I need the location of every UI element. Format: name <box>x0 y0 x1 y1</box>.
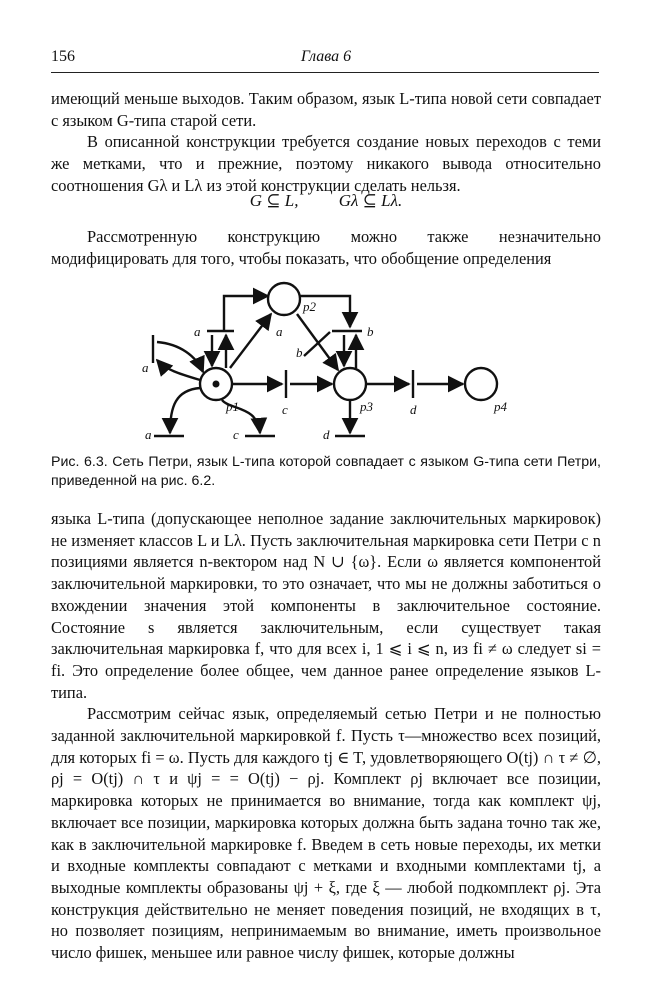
label-p2: p2 <box>303 299 316 314</box>
chapter-title: Глава 6 <box>300 48 352 65</box>
formula-right: Gλ ⊆ Lλ. <box>338 191 403 210</box>
place-p4 <box>465 368 497 400</box>
label-p3: p3 <box>360 399 373 414</box>
label-a-top: a <box>194 324 201 339</box>
figure-caption: Рис. 6.3. Сеть Петри, язык L-типа которой совпадает с языком G-типа сети Петри, приведенной на рис. 6.2. <box>51 454 601 489</box>
header-rule <box>51 72 599 73</box>
label-d-mid: d <box>410 402 417 417</box>
intro-text <box>51 88 601 197</box>
label-c-bottom: c <box>233 427 239 442</box>
paragraph-2: В описанной конструкции требуется создание новых переходов с теми же метками, что и прежние, поэтому никакого вывода относительно соотношения Gλ и Lλ из этой конструкции сделать нельзя. <box>51 132 601 195</box>
paragraph-4: языка L-типа (допускающее неполное задание заключительных маркировок) не изменяет классов L и Lλ. Пусть заключительная маркировка сети Петри с n позициями является n-вектором над N ∪ {ω}. Если ω является компонентой заключительной маркировки, то это означает, что мы не должны заботиться о вхождении значения этой компоненты в заключительное состояние. Состояние s является заключительным, если существует такая заключительная маркировка f, что для всех i, 1 ⩽ i ⩽ n, из fi ≠ ω следует si = fi. Это определение более общее, чем данное ранее определение языков L-типа. <box>51 509 601 702</box>
paragraph-3-block <box>51 226 601 269</box>
body-text <box>51 508 601 964</box>
label-a-bottom: a <box>145 427 152 442</box>
paragraph-3: Рассмотренную конструкцию можно также незначительно модифицировать для того, чтобы показать, что обобщение определения <box>51 227 601 268</box>
label-a-cross: a <box>276 324 283 339</box>
label-b-top: b <box>367 324 374 339</box>
formula <box>51 191 601 211</box>
formula-left: G ⊆ L, <box>249 191 299 210</box>
place-p3 <box>334 368 366 400</box>
token <box>213 381 220 388</box>
label-p1: p1 <box>226 399 239 414</box>
label-c-mid: c <box>282 402 288 417</box>
petri-net-figure <box>0 278 652 448</box>
label-a-left: a <box>142 360 149 375</box>
place-p2 <box>268 283 300 315</box>
paragraph-1: имеющий меньше выходов. Таким образом, язык L-типа новой сети совпадает с языком G-типа старой сети. <box>51 89 601 130</box>
label-d-bottom: d <box>323 427 330 442</box>
page-number: 156 <box>51 48 75 65</box>
paragraph-5: Рассмотрим сейчас язык, определяемый сетью Петри и не полностью заданной заключительной маркировкой f. Пусть τ—множество всех позиций, для которых fi = ω. Пусть для каждого tj ∈ T, удовлетворяющего O(tj) ∩ τ ≠ ∅, ρj = O(tj) ∩ τ и ψj = = O(tj) − ρj. Комплект ρj включает все позиции, маркировка которых не принимается во внимание, тогда как комплект ψj, включает все позиции, маркировка которых должна быть задана точно так же, как в заключительной маркировке f. Введем в сеть новые переходы, их метки и входные комплекты совпадают с метками и входными комплектами tj, а выходные комплекты образованы ψj + ξ, где ξ — любой подкомплект ρj. Эта конструкция действительно не меняет поведения позиций, не входящих в τ, но позволяет позициям, непринимаемым во внимание, иметь произвольное число фишек, меньшее или равное числу фишек, которые должны <box>51 704 601 963</box>
label-b-diag: b <box>296 345 303 360</box>
label-p4: p4 <box>494 399 507 414</box>
page-header <box>51 48 601 70</box>
